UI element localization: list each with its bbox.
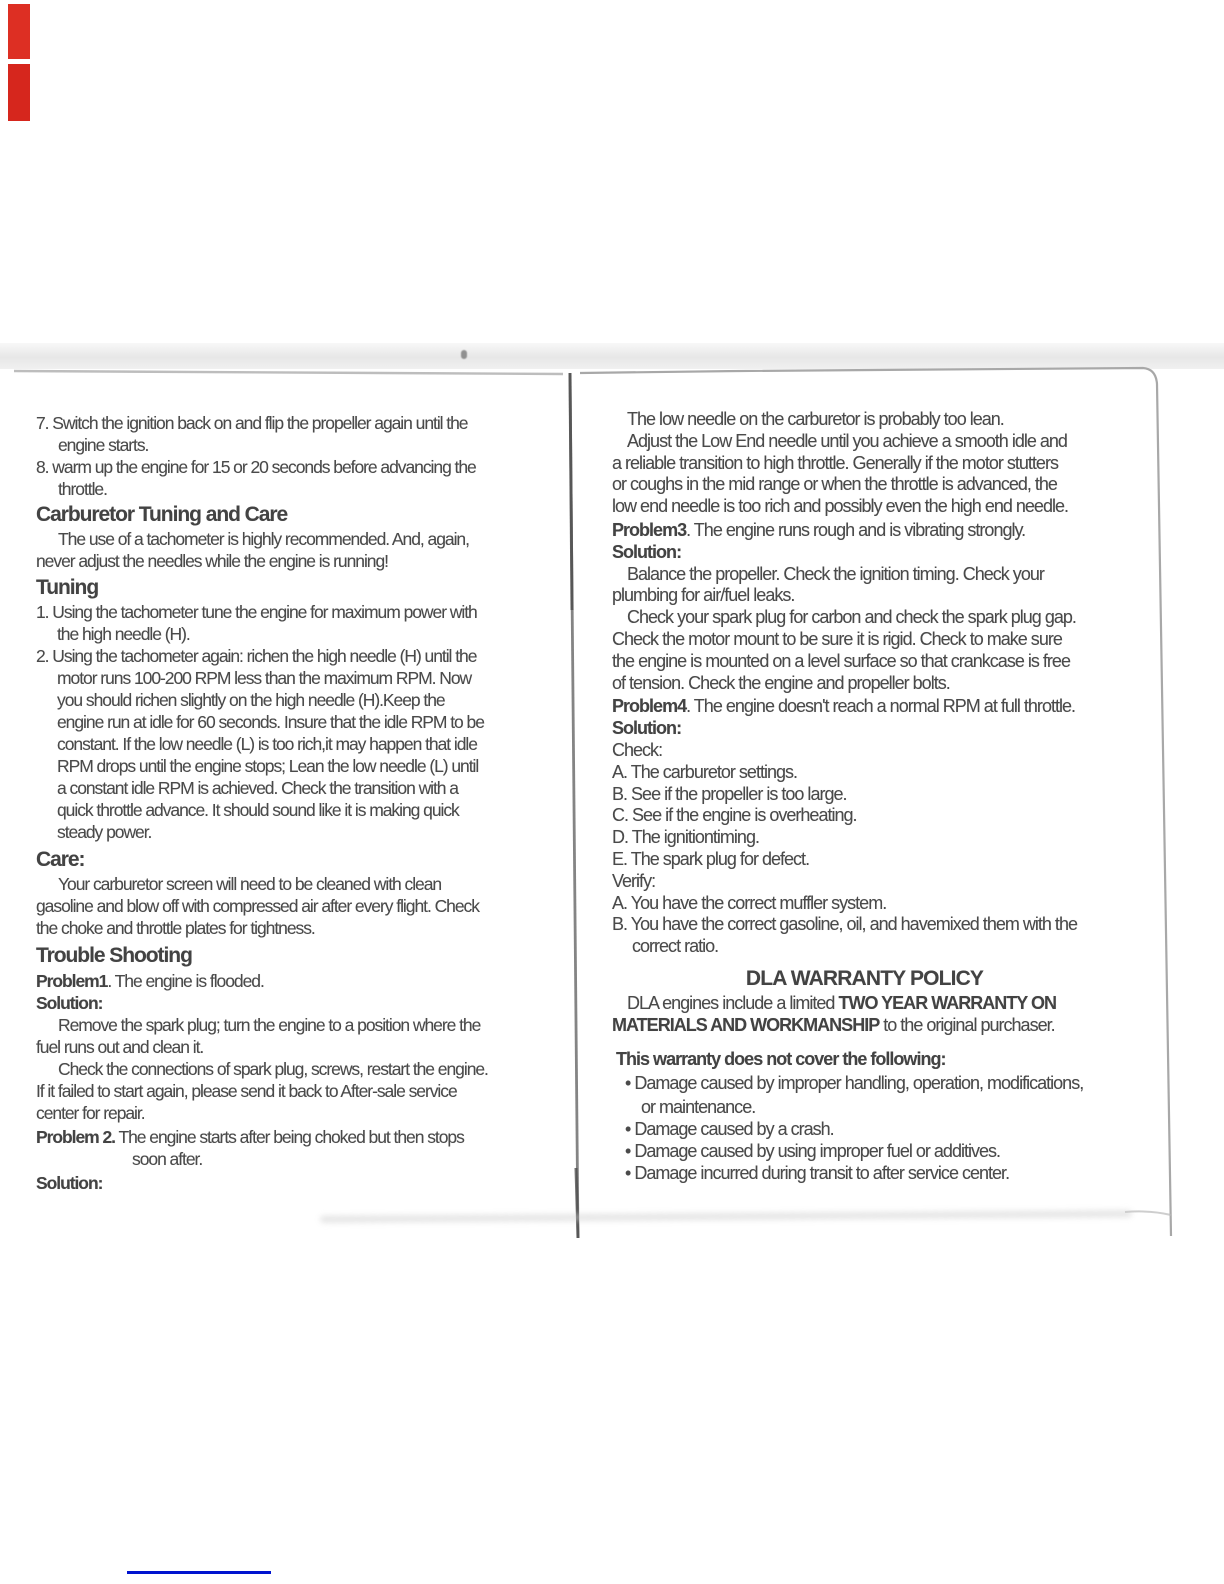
text-line: If it failed to start again, please send it back to After-sale service bbox=[36, 1080, 457, 1101]
text-line: Your carburetor screen will need to be cleaned with clean bbox=[58, 874, 442, 895]
text-line: a constant idle RPM is achieved. Check the transition with a bbox=[57, 777, 458, 798]
text-line: • Damage caused by improper handling, operation, modifications, bbox=[625, 1073, 1084, 1094]
text-line: Solution: bbox=[612, 718, 682, 739]
text-line: C. See if the engine is overheating. bbox=[612, 805, 857, 826]
text-line: the engine is mounted on a level surface so that crankcase is free bbox=[612, 650, 1070, 671]
text-line: Check your spark plug for carbon and check the spark plug gap. bbox=[627, 607, 1076, 628]
text-line: center for repair. bbox=[36, 1102, 145, 1123]
text-line: E. The spark plug for defect. bbox=[612, 848, 810, 869]
text-line: D. The ignitiontiming. bbox=[612, 827, 759, 848]
text-line: fuel runs out and clean it. bbox=[36, 1036, 204, 1057]
text-line: gasoline and blow off with compressed air after every flight. Check bbox=[36, 896, 479, 917]
text-line: or coughs in the mid range or when the throttle is advanced, the bbox=[612, 474, 1057, 495]
text-line: B. See if the propeller is too large. bbox=[612, 783, 847, 804]
right-page-text-column bbox=[612, 409, 1117, 1184]
text-line: RPM drops until the engine stops; Lean the low needle (L) until bbox=[57, 755, 479, 776]
text-line: Verify: bbox=[612, 870, 656, 891]
text-line: Problem4. The engine doesn't reach a normal RPM at full throttle. bbox=[612, 696, 1076, 717]
text-line: Solution: bbox=[36, 993, 103, 1014]
section-heading: Trouble Shooting bbox=[36, 944, 192, 968]
text-line: • Damage caused by a crash. bbox=[625, 1118, 834, 1139]
text-line: constant. If the low needle (L) is too rich,it may happen that idle bbox=[57, 733, 477, 754]
text-line: Check the motor mount to be sure it is rigid. Check to make sure bbox=[612, 628, 1062, 649]
text-line: Problem 2. The engine starts after being choked but then stops bbox=[36, 1127, 464, 1148]
text-line: 1. Using the tachometer tune the engine for maximum power with bbox=[36, 602, 477, 623]
text-line: the high needle (H). bbox=[57, 624, 190, 645]
text-line: the choke and throttle plates for tightness. bbox=[36, 918, 315, 939]
text-line: Check the connections of spark plug, screws, restart the engine. bbox=[58, 1058, 488, 1079]
text-line: a reliable transition to high throttle. Generally if the motor stutters bbox=[612, 452, 1058, 473]
text-line: A. The carburetor settings. bbox=[612, 761, 798, 782]
section-heading: Carburetor Tuning and Care bbox=[36, 502, 288, 526]
text-line: Adjust the Low End needle until you achieve a smooth idle and bbox=[627, 430, 1067, 451]
section-heading: Care: bbox=[36, 848, 85, 872]
text-line: throttle. bbox=[58, 478, 107, 499]
text-line: motor runs 100-200 RPM less than the maximum RPM. Now bbox=[57, 668, 472, 689]
section-heading: DLA WARRANTY POLICY bbox=[745, 966, 984, 990]
text-line: steady power. bbox=[57, 821, 152, 842]
text-line: The low needle on the carburetor is probably too lean. bbox=[627, 409, 1004, 429]
text-line: quick throttle advance. It should sound like it is making quick bbox=[57, 799, 459, 820]
text-line: MATERIALS AND WORKMANSHIP to the original purchaser. bbox=[612, 1014, 1055, 1035]
section-heading: Tuning bbox=[36, 576, 99, 600]
text-line: you should richen slightly on the high needle (H).Keep the bbox=[57, 690, 445, 711]
text-line: B. You have the correct gasoline, oil, and havemixed them with the bbox=[612, 914, 1077, 935]
text-line: plumbing for air/fuel leaks. bbox=[612, 585, 795, 606]
text-line: 8. warm up the engine for 15 or 20 seconds before advancing the bbox=[36, 456, 476, 477]
text-line: A. You have the correct muffler system. bbox=[612, 892, 887, 913]
text-line: Solution: bbox=[36, 1173, 103, 1194]
text-line: This warranty does not cover the following: bbox=[616, 1048, 946, 1069]
text-line: • Damage caused by using improper fuel or additives. bbox=[625, 1140, 1001, 1161]
text-line: of tension. Check the engine and propeller bolts. bbox=[612, 672, 950, 693]
text-line: Balance the propeller. Check the ignition timing. Check your bbox=[627, 563, 1044, 584]
text-line: DLA engines include a limited TWO YEAR WARRANTY ON bbox=[627, 992, 1056, 1013]
text-line: low end needle is too rich and possibly even the high end needle. bbox=[612, 496, 1069, 517]
text-line: Solution: bbox=[612, 541, 682, 562]
text-line: soon after. bbox=[132, 1149, 203, 1170]
text-line: • Damage incurred during transit to after service center. bbox=[625, 1162, 1010, 1183]
text-line: The use of a tachometer is highly recommended. And, again, bbox=[58, 528, 469, 549]
text-line: Check: bbox=[612, 739, 663, 760]
text-line: engine starts. bbox=[58, 434, 149, 455]
text-line: Problem1. The engine is flooded. bbox=[36, 971, 264, 992]
text-line: 7. Switch the ignition back on and flip the propeller again until the bbox=[36, 413, 468, 433]
blue-underline-mark bbox=[127, 1571, 271, 1574]
text-line: Problem3. The engine runs rough and is vibrating strongly. bbox=[612, 519, 1026, 540]
text-line: Remove the spark plug; turn the engine to a position where the bbox=[58, 1014, 481, 1035]
text-line: engine run at idle for 60 seconds. Insure that the idle RPM to be bbox=[57, 711, 484, 732]
text-line: 2. Using the tachometer again: richen the high needle (H) until the bbox=[36, 646, 477, 667]
left-page-text-column bbox=[36, 413, 548, 1195]
text-line: correct ratio. bbox=[632, 936, 719, 957]
text-line: or maintenance. bbox=[641, 1097, 756, 1118]
text-line: never adjust the needles while the engine is running! bbox=[36, 550, 388, 571]
